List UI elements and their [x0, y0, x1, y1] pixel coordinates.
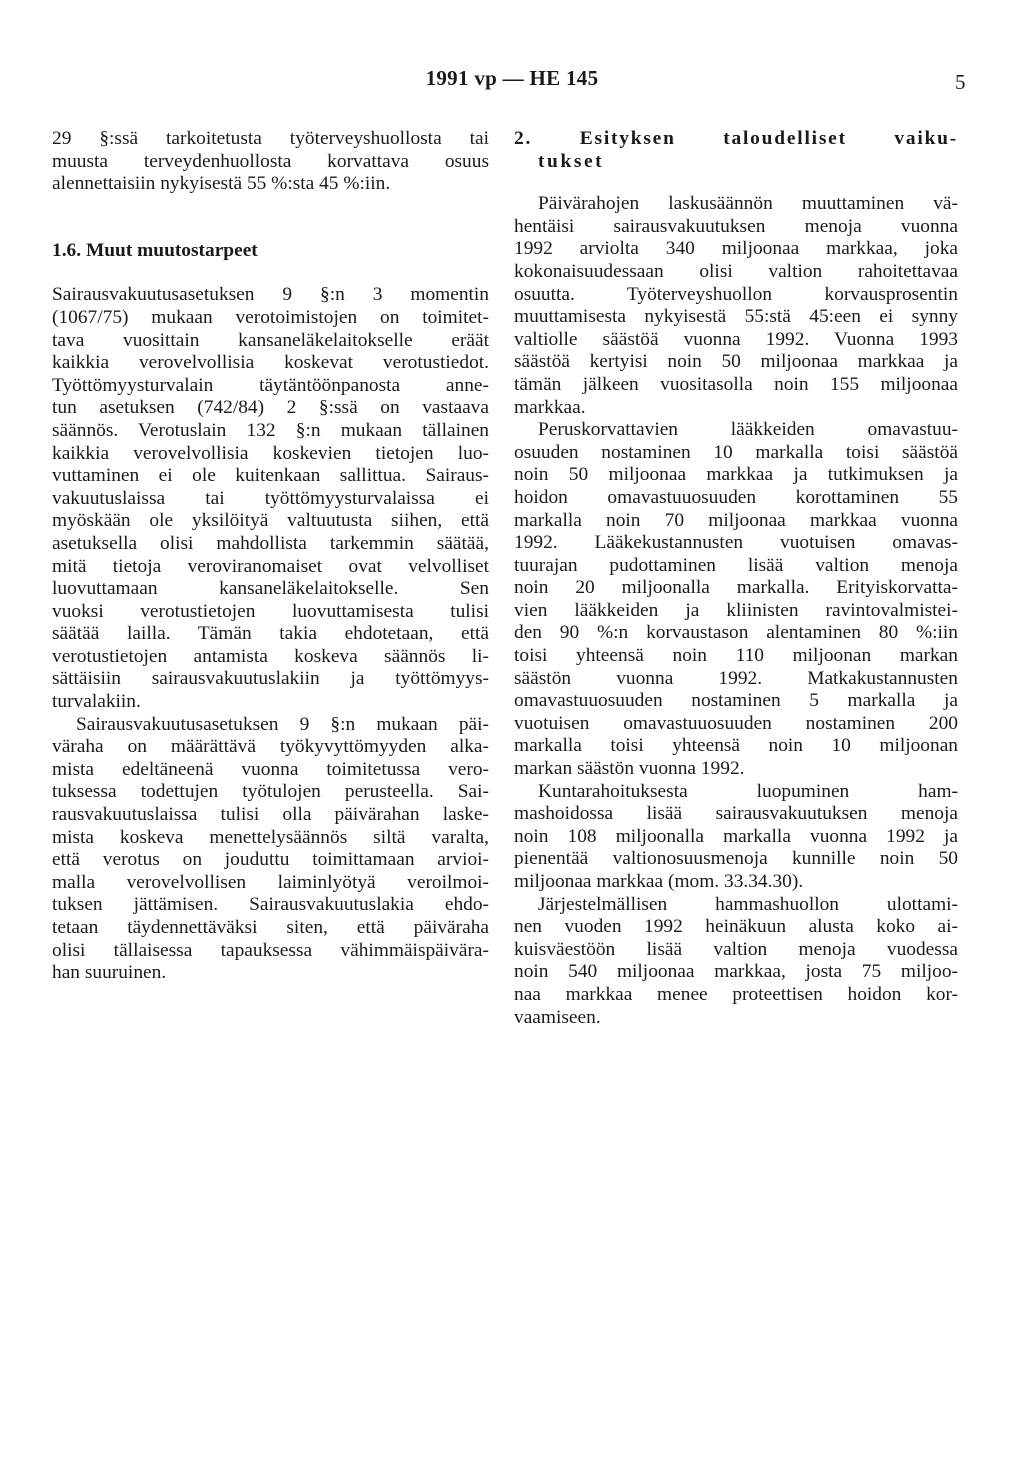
paragraph	[514, 781, 958, 894]
section-heading-1-6	[52, 240, 489, 263]
text-line: turvalakiin.	[52, 691, 141, 713]
text-line: nen vuoden 1992 heinäkuun alusta koko ai-	[514, 916, 958, 938]
page-header	[0, 66, 1024, 96]
text-line: Kuntarahoituksesta luopuminen ham-	[538, 780, 958, 802]
text-line: mista koskeva menettelysäännös siltä varalta,	[52, 826, 489, 848]
text-line: verotustietojen antamista koskeva säännös li-	[52, 645, 489, 667]
text-line: osuutta. Työterveyshuollon korvausprosentin	[514, 283, 958, 305]
text-line: luovuttamaan kansaneläkelaitokselle. Sen	[52, 578, 489, 600]
paragraph	[514, 193, 958, 419]
text-line: Työttömyysturvalain täytäntöönpanosta anne-	[52, 374, 489, 396]
text-line: hoidon omavastuuosuuden korottaminen 55	[514, 486, 958, 508]
text-line: 1992. Lääkekustannusten vuotuisen omavas-	[514, 532, 958, 554]
section-number: 2.	[514, 128, 533, 149]
text-line: säännös. Verotuslain 132 §:n mukaan tällainen	[52, 419, 489, 441]
intro-paragraph	[52, 128, 489, 196]
text-line: miljoonaa markkaa (mom. 33.34.30).	[514, 871, 804, 892]
text-line: vuotuisen omavastuuosuuden nostaminen 200	[514, 712, 958, 734]
text-line: vuoksi verotustietojen luovuttamisesta tulisi	[52, 600, 489, 622]
text-line: säästöä kertyisi noin 50 miljoonaa markkaa ja	[514, 351, 958, 373]
text-line: 1992 arviolta 340 miljoonaa markkaa, joka	[514, 238, 958, 260]
text-line: myöskään ole yksilöityä valtuutusta siihen, että	[52, 510, 489, 532]
text-line: osuuden nostaminen 10 markalla toisi säästöä	[514, 441, 958, 463]
text-line: väraha on määrättävä työkyvyttömyyden alka-	[52, 736, 489, 758]
text-line: Sairausvakuutusasetuksen 9 §:n 3 momentin	[52, 284, 489, 306]
text-line: rausvakuutuslaissa tulisi olla päivärahan laske-	[52, 804, 489, 826]
text-line: säätää lailla. Tämän takia ehdotetaan, että	[52, 623, 489, 645]
section-title: Muut muutostarpeet	[85, 239, 258, 261]
text-line: valtiolle säästöä vuonna 1992. Vuonna 1993	[514, 328, 958, 350]
text-line: vien lääkkeiden ja kliinisten ravintovalmistei-	[514, 599, 958, 621]
text-line: 29 §:ssä tarkoitetusta työterveyshuollosta tai	[52, 128, 489, 149]
text-line: hentäisi sairausvakuutuksen menoja vuonna	[514, 215, 958, 237]
text-line: markan säästön vuonna 1992.	[514, 758, 745, 780]
text-line: tuksen jättämisen. Sairausvakuutuslakia ehdo-	[52, 894, 489, 916]
text-line: muusta terveydenhuollosta korvattava osuus	[52, 150, 489, 172]
text-line: pienentää valtionosuusmenoja kunnille noin 50	[514, 848, 958, 870]
text-line: (1067/75) mukaan verotoimistojen on toimitet-	[52, 306, 489, 328]
text-line: malla verovelvollisen laiminlyötyä veroilmoi-	[52, 871, 489, 893]
right-column	[514, 128, 958, 1029]
text-line: noin 540 miljoonaa markkaa, josta 75 miljoo-	[514, 961, 958, 983]
section-heading-2	[514, 128, 958, 151]
text-line: että verotus on jouduttu toimittamaan arvioi-	[52, 849, 489, 871]
text-line: Päivärahojen laskusäännön muuttaminen vä-	[538, 193, 958, 215]
text-line: muuttamisesta nykyisestä 55:stä 45:een ei synny	[514, 306, 958, 328]
paragraph	[514, 419, 958, 781]
paragraph	[52, 284, 489, 713]
text-line: vaamiseen.	[514, 1006, 601, 1028]
page-number: 5	[955, 70, 966, 94]
section-title-line: Esityksen taloudelliset vaiku-	[579, 128, 958, 149]
text-line: markalla toisi yhteensä noin 10 miljoonan	[514, 735, 958, 757]
text-line: tetaan täydennettäväksi siten, että päiväraha	[52, 917, 489, 938]
text-line: markkaa.	[514, 396, 586, 418]
text-line: noin 50 miljoonaa markkaa ja tutkimuksen ja	[514, 464, 958, 486]
text-line: mashoidossa lisää sairausvakuutuksen menoja	[514, 803, 958, 825]
text-line: noin 108 miljoonalla markalla vuonna 1992 ja	[514, 825, 958, 847]
left-column	[52, 128, 489, 985]
text-line: kaikkia verovelvollisia koskevien tietojen luo-	[52, 442, 489, 464]
paragraph	[514, 894, 958, 1030]
document-title: 1991 vp — HE 145	[425, 66, 599, 90]
text-line: tun asetuksen (742/84) 2 §:ssä on vastaava	[52, 397, 489, 419]
text-line: olisi tällaisessa tapauksessa vähimmäispäivära-	[52, 939, 489, 961]
text-line: naa markkaa menee proteettisen hoidon kor-	[514, 983, 958, 1005]
text-line: alennettaisiin nykyisestä 55 %:sta 45 %:iin.	[52, 173, 391, 195]
text-line: tämän jälkeen vuositasolla noin 155 miljoonaa	[514, 373, 958, 395]
text-line: kaikkia verovelvollisia koskevat verotustiedot.	[52, 352, 489, 374]
text-line: tava vuosittain kansaneläkelaitokselle eräät	[52, 329, 489, 351]
text-line: toisi yhteensä noin 110 miljoonan markan	[514, 645, 958, 667]
text-line: han suuruinen.	[52, 962, 167, 984]
text-line: asetuksella olisi mahdollista tarkemmin säätää,	[52, 532, 489, 554]
text-line: vuttaminen ei ole kuitenkaan sallittua. Sairaus-	[52, 465, 489, 487]
text-line: kuisväestöön lisää valtion menoja vuodessa	[514, 938, 958, 960]
text-line: Järjestelmällisen hammashuollon ulottami-	[538, 893, 958, 915]
text-line: Peruskorvattavien lääkkeiden omavastuu-	[538, 419, 958, 441]
text-line: sättäisiin sairausvakuutuslakiin ja työttömyys-	[52, 668, 489, 690]
text-line: markalla noin 70 miljoonaa markkaa vuonna	[514, 509, 958, 531]
text-line: tuksessa todettujen työtulojen perusteella. Sai-	[52, 781, 489, 803]
text-line: kokonaisuudessaan olisi valtion rahoitettavaa	[514, 260, 958, 282]
text-line: mitä tietoja veroviranomaiset ovat velvolliset	[52, 555, 489, 577]
text-line: noin 20 miljoonalla markalla. Erityiskorvatta-	[514, 577, 958, 599]
text-line: tuurajan pudottaminen lisää valtion menoja	[514, 554, 958, 576]
text-line: Sairausvakuutusasetuksen 9 §:n mukaan päi-	[76, 713, 489, 735]
text-line: omavastuuosuuden nostaminen 5 markalla ja	[514, 690, 958, 712]
text-line: vakuutuslaissa tai työttömyysturvalaissa ei	[52, 487, 489, 509]
section-number: 1.6.	[52, 239, 82, 261]
text-line: mista edeltäneenä vuonna toimitetussa vero-	[52, 758, 489, 780]
text-line: den 90 %:n korvaustason alentaminen 80 %:iin	[514, 622, 958, 644]
paragraph	[52, 714, 489, 985]
section-title-line: tukset	[538, 150, 605, 172]
text-line: säästön vuonna 1992. Matkakustannusten	[514, 667, 958, 689]
